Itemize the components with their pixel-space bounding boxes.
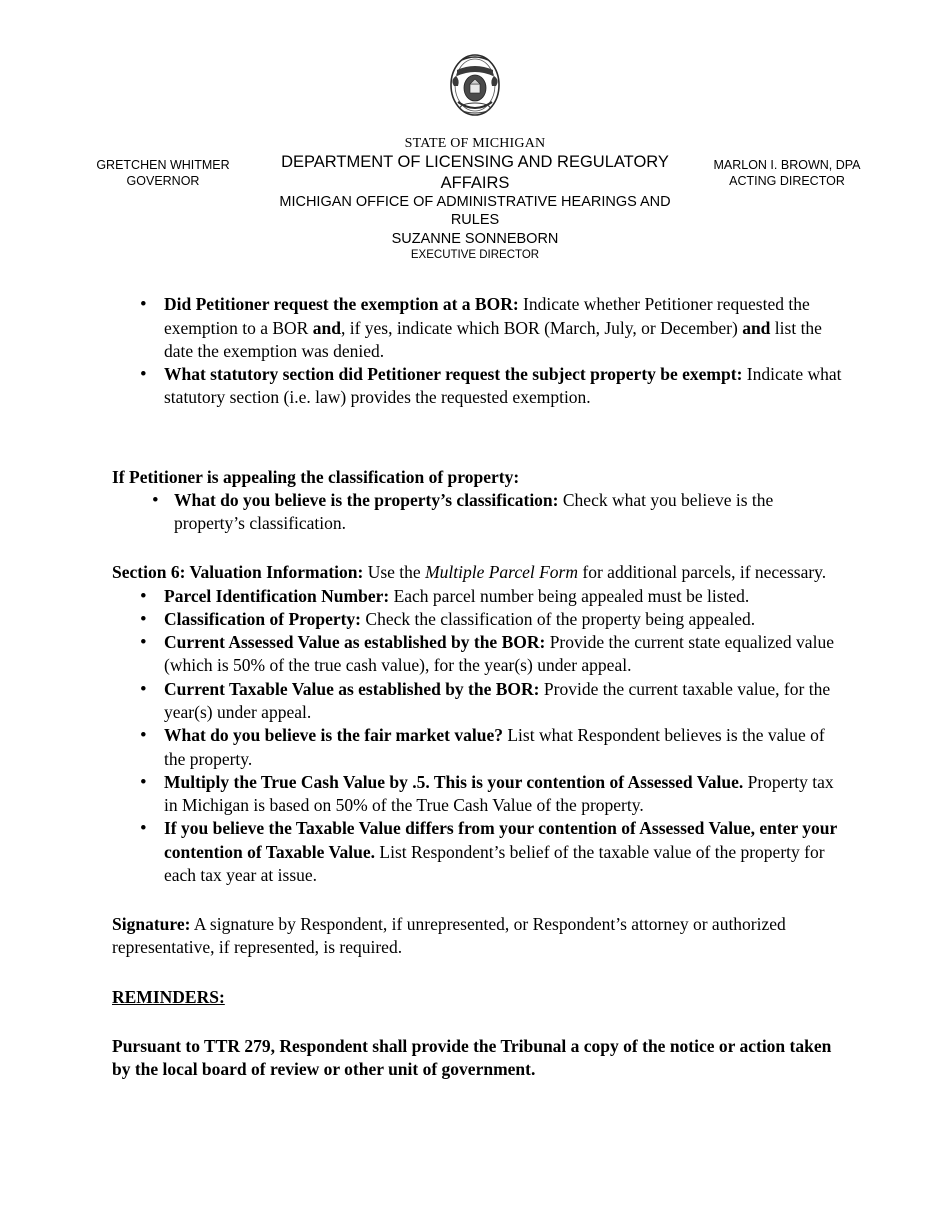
- seal-container: [0, 46, 950, 124]
- state-line: STATE OF MICHIGAN: [404, 136, 546, 151]
- spacer: [112, 887, 842, 913]
- bullet-lead: Current Taxable Value as established by the BOR:: [164, 678, 540, 699]
- list-item: [112, 489, 842, 536]
- list-item: [112, 585, 842, 608]
- bullet-text: Provide the current state equalized value (which is 50% of the true cash value), for the year(s) under appeal.: [164, 632, 834, 676]
- bullet-text: List what Respondent believes is the value of the property.: [164, 725, 825, 769]
- section-6-text-1: Use the: [363, 562, 426, 583]
- bullet-lead: What statutory section did Petitioner request the subject property be exempt:: [164, 364, 743, 385]
- classification-bullet-list: [112, 489, 842, 536]
- top-bullet-list: [112, 293, 842, 409]
- signature-lead: Signature:: [112, 914, 191, 935]
- reminders-text: Pursuant to TTR 279, Respondent shall provide the Tribunal a copy of the notice or action taken by the local board of review or other unit of government.: [112, 1035, 832, 1080]
- bullet-lead: Multiply the True Cash Value by .5. This is your contention of Assessed Value.: [164, 771, 744, 792]
- signature-text: A signature by Respondent, if unrepresented, or Respondent’s attorney or authorized representative, if represented, is required.: [112, 914, 786, 958]
- executive-director-name: SUZANNE SONNEBORN: [391, 230, 559, 247]
- bullet-lead: What do you believe is the fair market value?: [164, 725, 503, 746]
- director-name: MARLON I. BROWN, DPA: [713, 158, 861, 172]
- bullet-bold-and-1: and: [312, 317, 341, 338]
- department-line: DEPARTMENT OF LICENSING AND REGULATORY AFFAIRS: [281, 153, 669, 192]
- bullet-text-2: , if yes, indicate which BOR (March, July, or December): [340, 317, 743, 338]
- bullet-lead: Current Assessed Value as established by the BOR:: [164, 632, 546, 653]
- section-6-text-2: for additional parcels, if necessary.: [578, 562, 827, 583]
- bullet-text: List Respondent’s belief of the taxable value of the property for each tax year at issue.: [164, 841, 825, 885]
- spacer: [112, 535, 842, 561]
- section-6-intro: [112, 561, 842, 584]
- office-line: MICHIGAN OFFICE OF ADMINISTRATIVE HEARINGS AND RULES: [279, 194, 671, 229]
- governor-block: [68, 136, 258, 189]
- reminders-heading: REMINDERS:: [112, 986, 225, 1007]
- governor-name: GRETCHEN WHITMER: [96, 158, 230, 172]
- list-item: [112, 363, 842, 410]
- list-item: [112, 678, 842, 725]
- classification-heading: If Petitioner is appealing the classification of property:: [112, 466, 520, 487]
- list-item: [112, 724, 842, 771]
- list-item: [112, 817, 842, 887]
- michigan-state-seal-icon: [444, 46, 506, 124]
- signature-paragraph: [112, 913, 842, 960]
- section-6-lead: Section 6: Valuation Information:: [112, 562, 364, 583]
- bullet-lead: Did Petitioner request the exemption at a BOR:: [164, 294, 519, 315]
- bullet-text: Check what you believe is the property’s classification.: [174, 489, 774, 534]
- list-item: [112, 771, 842, 818]
- bullet-lead: If you believe the Taxable Value differs from your contention of Assessed Value, enter your contention of Taxable Value.: [164, 818, 837, 862]
- spacer: [112, 410, 842, 466]
- bullet-text: Each parcel number being appealed must be listed.: [389, 585, 750, 606]
- bullet-text: Check the classification of the property being appealed.: [361, 608, 756, 629]
- director-title: ACTING DIRECTOR: [729, 173, 845, 188]
- section-6-italic: Multiple Parcel Form: [425, 562, 579, 583]
- bullet-text-3: list the date the exemption was denied.: [164, 317, 822, 361]
- spacer: [112, 960, 842, 986]
- bullet-text: Property tax in Michigan is based on 50% of the True Cash Value of the property.: [164, 771, 834, 816]
- executive-director-title: EXECUTIVE DIRECTOR: [410, 249, 540, 262]
- bullet-text: Provide the current taxable value, for the year(s) under appeal.: [164, 678, 831, 722]
- bullet-lead: What do you believe is the property’s classification:: [174, 489, 559, 510]
- bullet-lead: Parcel Identification Number:: [164, 585, 390, 606]
- bullet-bold-and-2: and: [742, 317, 771, 338]
- section-6-bullet-list: [112, 585, 842, 887]
- governor-title: GOVERNOR: [126, 173, 200, 188]
- list-item: [112, 293, 842, 363]
- list-item: [112, 631, 842, 678]
- letterhead: [0, 0, 950, 263]
- letterhead-row: [0, 136, 950, 263]
- bullet-text: Indicate whether Petitioner requested the exemption to a BOR: [164, 294, 810, 338]
- agency-block: [258, 136, 692, 263]
- list-item: [112, 608, 842, 631]
- director-block: [692, 136, 882, 189]
- spacer: [112, 1009, 842, 1035]
- bullet-text: Indicate what statutory section (i.e. law) provides the requested exemption.: [164, 364, 842, 408]
- document-body: [0, 263, 950, 1081]
- bullet-lead: Classification of Property:: [164, 608, 362, 629]
